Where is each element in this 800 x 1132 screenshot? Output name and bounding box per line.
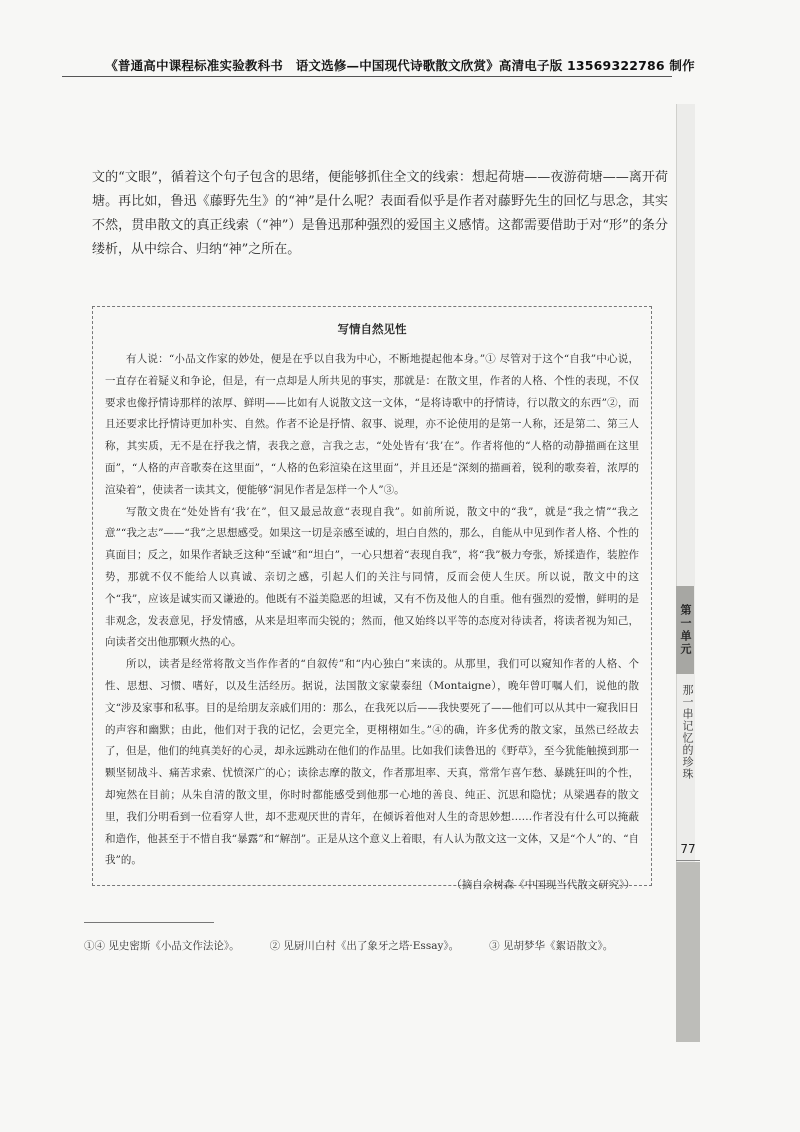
footnote-3: ③ 见胡梦华《絮语散文》。	[489, 940, 614, 952]
footnote-rule	[84, 922, 214, 923]
intro-paragraph: 文的“文眼”，循着这个句子包含的思绪，便能够抓住全文的线索：想起荷塘——夜游荷塘——离开荷塘。再比如，鲁迅《藤野先生》的“神”是什么呢？表面看似乎是作者对藤野先生的回忆与思念，其实不然，贯串散文的真正线索（“神”）是鲁迅那种强烈的爱国主义感情。这都需要借助于对“形”的条分缕析，从中综合、归纳“神”之所在。	[92, 170, 668, 257]
box-paragraph-3: 所以，读者是经常将散文当作作者的“自叙传”和“内心独白”来读的。从那里，我们可以窥知作者的人格、个性、思想、习惯、嗜好，以及生活经历。据说，法国散文家蒙泰纽（Montaigne），晚年曾叮嘱人们，说他的散文“涉及家事和私事。目的是给朋友亲戚们用的：那么，在我死以后——我快要死了——他们可以从其中一窥我旧日的声容和幽默；由此，他们对于我的记忆，会更完全，更栩栩如生。”④的确，许多优秀的散文家，虽然已经故去了，但是，他们的纯真美好的心灵，却永远跳动在他们的作品里。比如我们读鲁迅的《野草》，至今犹能触摸到那一颗坚韧战斗、痛苦求索、忧愤深广的心；读徐志摩的散文，作者那坦率、天真，常常乍喜乍愁、暴跳狂叫的个性，却宛然在目前；从朱自清的散文里，你时时都能感受到他那一心地的善良、纯正、沉思和隐忧；从梁遇春的散文里，我们分明看到一位看穿人世，却不悲观厌世的青年，在倾诉着他对人生的奇思妙想……作者没有什么可以掩蔽和造作，他甚至于不惜自我“暴露”和“解剖”。正是从这个意义上着眼，有人认为散文这一文体，又是“个人”的、“自我”的。	[105, 658, 639, 867]
box-paragraph-2: 写散文贵在“处处皆有‘我’在”，但又最忌故意“表现自我”。如前所说，散文中的“我”，就是“我之情”“我之意”“我之志”——“我”之思想感受。如果这一切是亲感至诚的，坦白自然的，那么，自能从中见到作者人格、个性的真面目；反之，如果作者缺乏这种“至诚”和“坦白”，一心只想着“表现自我”，将“我”极力夸张，矫揉造作，装腔作势，那就不仅不能给人以真诚、亲切之感，引起人们的关注与同情，反而会使人生厌。所以说，散文中的这个“我”，应该是诚实而又谦逊的。他既有不溢美隐恶的坦诚，又有不伤及他人的自重。他有强烈的爱憎，鲜明的是非观念，发表意见，抒发情感，从来是坦率而尖锐的；然而，他又始终以平等的态度对待读者，将读者视为知己，向读者交出他那颗火热的心。	[105, 505, 639, 649]
unit-tab: 第一单元	[676, 586, 694, 674]
reading-box	[92, 306, 652, 892]
page-number-rule	[676, 860, 700, 861]
intro-paragraph-block	[92, 166, 668, 262]
footnotes	[84, 938, 674, 953]
page-number: 77	[680, 842, 696, 856]
side-footer-block	[676, 862, 700, 1042]
book-header: 《普通高中课程标准实验教科书 语文选修—中国现代诗歌散文欣赏》高清电子版 13569322786 制作	[105, 58, 695, 73]
unit-title: 那一串记忆的珍珠	[681, 684, 694, 780]
box-paragraph-1: 有人说：“小品文作家的妙处，便是在乎以自我为中心，不断地提起他本身。”① 尽管对于这个“自我”中心说，一直存在着疑义和争论，但是，有一点却是人所共见的事实，那就是：在散文里，作者的人格、个性的表现，不仅要求也像抒情诗那样的浓厚、鲜明——比如有人说散文这一文体，“是将诗歌中的抒情诗，行以散文的东西”②，而且还要求比抒情诗更加朴实、自然。作者不论是抒情、叙事、说理，亦不论使用的是第一人称，还是第二、第三人称，其实质，无不是在抒我之情，表我之意，言我之志，“处处皆有‘我’在”。作者将他的“人格的动静描画在这里面”，“人格的声音歌奏在这里面”，“人格的色彩渲染在这里面”，并且还是“深刻的描画着，锐利的歌奏着，浓厚的渲染着”，使读者一读其文，便能够“洞见作者是怎样一个人”③。	[105, 353, 639, 496]
footnote-1: ①④ 见史密斯《小品文作法论》。	[84, 940, 240, 952]
header-rule	[62, 76, 672, 77]
box-title: 写情自然见性	[337, 322, 407, 336]
box-source: （摘自佘树森《中国现当代散文研究》）	[451, 879, 635, 892]
footnote-2: ② 见厨川白村《出了象牙之塔·Essay》。	[269, 940, 460, 952]
